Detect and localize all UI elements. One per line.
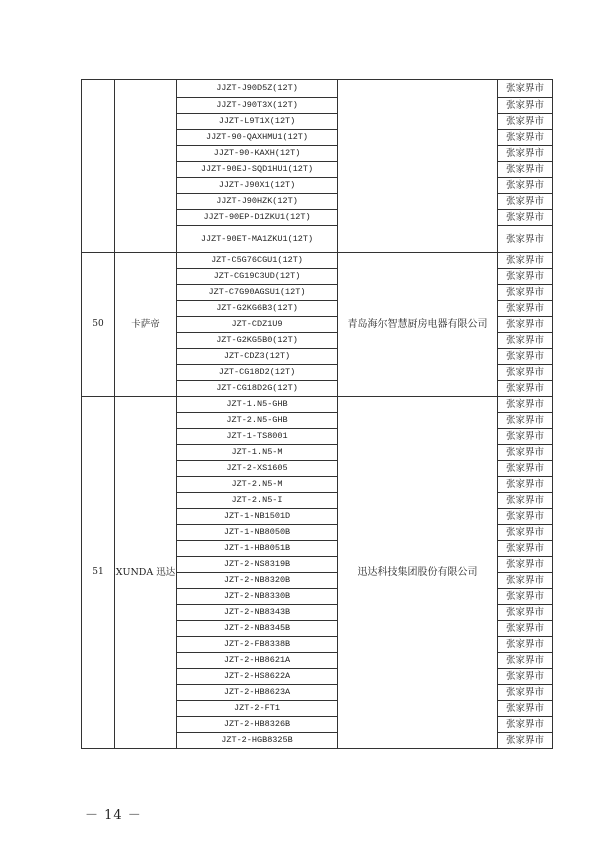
city-cell: 张家界市 <box>498 589 553 605</box>
model-cell: JZT-2-FT1 <box>177 701 338 717</box>
city-cell: 张家界市 <box>498 269 553 285</box>
row-number: 51 <box>82 397 115 749</box>
city-cell: 张家界市 <box>498 541 553 557</box>
city-cell: 张家界市 <box>498 226 553 253</box>
city-cell: 张家界市 <box>498 381 553 397</box>
product-table <box>81 79 553 749</box>
model-cell: JZT-2-NS8319B <box>177 557 338 573</box>
company-cell: 青岛海尔智慧厨房电器有限公司 <box>338 253 498 397</box>
city-cell: 张家界市 <box>498 621 553 637</box>
city-cell: 张家界市 <box>498 413 553 429</box>
city-cell: 张家界市 <box>498 301 553 317</box>
model-cell: JZT-2.N5-M <box>177 477 338 493</box>
city-cell: 张家界市 <box>498 525 553 541</box>
city-cell: 张家界市 <box>498 493 553 509</box>
city-cell: 张家界市 <box>498 717 553 733</box>
model-cell: JJZT-J90T3X(12T) <box>177 98 338 114</box>
model-cell: JJZT-L9T1X(12T) <box>177 114 338 130</box>
company-cell: 迅达科技集团股份有限公司 <box>338 397 498 749</box>
city-cell: 张家界市 <box>498 80 553 98</box>
model-cell: JZT-C5G76CGU1(12T) <box>177 253 338 269</box>
model-cell: JZT-2-NB8320B <box>177 573 338 589</box>
model-cell: JJZT-90EP-D1ZKU1(12T) <box>177 210 338 226</box>
city-cell: 张家界市 <box>498 429 553 445</box>
model-cell: JZT-1.N5-GHB <box>177 397 338 413</box>
city-cell: 张家界市 <box>498 637 553 653</box>
brand-cell <box>115 80 177 253</box>
city-cell: 张家界市 <box>498 178 553 194</box>
model-cell: JZT-1-NB8050B <box>177 525 338 541</box>
city-cell: 张家界市 <box>498 365 553 381</box>
city-cell: 张家界市 <box>498 317 553 333</box>
city-cell: 张家界市 <box>498 397 553 413</box>
model-cell: JZT-1-TS8001 <box>177 429 338 445</box>
model-cell: JZT-G2KG5B0(12T) <box>177 333 338 349</box>
page-number: － 14 － <box>85 808 142 823</box>
model-cell: JJZT-90-QAXHMU1(12T) <box>177 130 338 146</box>
model-cell: JJZT-J90HZK(12T) <box>177 194 338 210</box>
model-cell: JZT-G2KG6B3(12T) <box>177 301 338 317</box>
model-cell: JZT-2-HB8326B <box>177 717 338 733</box>
model-cell: JZT-2-HB8621A <box>177 653 338 669</box>
product-table-body <box>82 80 553 749</box>
model-cell: JZT-1-NB1501D <box>177 509 338 525</box>
city-cell: 张家界市 <box>498 605 553 621</box>
model-cell: JZT-2-FB8338B <box>177 637 338 653</box>
row-number <box>82 80 115 253</box>
city-cell: 张家界市 <box>498 333 553 349</box>
city-cell: 张家界市 <box>498 130 553 146</box>
model-cell: JZT-2-NB8345B <box>177 621 338 637</box>
model-cell: JZT-2.N5-I <box>177 493 338 509</box>
model-cell: JJZT-90EJ-SQD1HU1(12T) <box>177 162 338 178</box>
city-cell: 张家界市 <box>498 461 553 477</box>
city-cell: 张家界市 <box>498 701 553 717</box>
city-cell: 张家界市 <box>498 557 553 573</box>
model-cell: JZT-2-XS1605 <box>177 461 338 477</box>
model-cell: JJZT-J90X1(12T) <box>177 178 338 194</box>
model-cell: JZT-2-HS8622A <box>177 669 338 685</box>
city-cell: 张家界市 <box>498 253 553 269</box>
city-cell: 张家界市 <box>498 162 553 178</box>
table-row <box>82 397 553 413</box>
city-cell: 张家界市 <box>498 573 553 589</box>
model-cell: JZT-CDZ1U9 <box>177 317 338 333</box>
city-cell: 张家界市 <box>498 146 553 162</box>
model-cell: JJZT-90-KAXH(12T) <box>177 146 338 162</box>
model-cell: JZT-2-HB8623A <box>177 685 338 701</box>
model-cell: JJZT-J90D5Z(12T) <box>177 80 338 98</box>
city-cell: 张家界市 <box>498 509 553 525</box>
city-cell: 张家界市 <box>498 98 553 114</box>
model-cell: JZT-2-NB8330B <box>177 589 338 605</box>
model-cell: JZT-2-NB8343B <box>177 605 338 621</box>
model-cell: JZT-1-HB8051B <box>177 541 338 557</box>
city-cell: 张家界市 <box>498 349 553 365</box>
city-cell: 张家界市 <box>498 285 553 301</box>
brand-cell: 卡萨帝 <box>115 253 177 397</box>
table-row <box>82 80 553 98</box>
city-cell: 张家界市 <box>498 210 553 226</box>
model-cell: JZT-1.N5-M <box>177 445 338 461</box>
model-cell: JZT-CG18D2(12T) <box>177 365 338 381</box>
company-cell <box>338 80 498 253</box>
brand-cell: XUNDA 迅达 <box>115 397 177 749</box>
table-row <box>82 253 553 269</box>
model-cell: JZT-2.N5-GHB <box>177 413 338 429</box>
model-cell: JZT-2-HGB8325B <box>177 733 338 749</box>
model-cell: JJZT-90ET-MA1ZKU1(12T) <box>177 226 338 253</box>
city-cell: 张家界市 <box>498 114 553 130</box>
city-cell: 张家界市 <box>498 445 553 461</box>
model-cell: JZT-C7G90AGSU1(12T) <box>177 285 338 301</box>
city-cell: 张家界市 <box>498 733 553 749</box>
model-cell: JZT-CG18D2G(12T) <box>177 381 338 397</box>
city-cell: 张家界市 <box>498 653 553 669</box>
city-cell: 张家界市 <box>498 194 553 210</box>
row-number: 50 <box>82 253 115 397</box>
model-cell: JZT-CDZ3(12T) <box>177 349 338 365</box>
city-cell: 张家界市 <box>498 685 553 701</box>
city-cell: 张家界市 <box>498 477 553 493</box>
city-cell: 张家界市 <box>498 669 553 685</box>
model-cell: JZT-CG19C3UD(12T) <box>177 269 338 285</box>
